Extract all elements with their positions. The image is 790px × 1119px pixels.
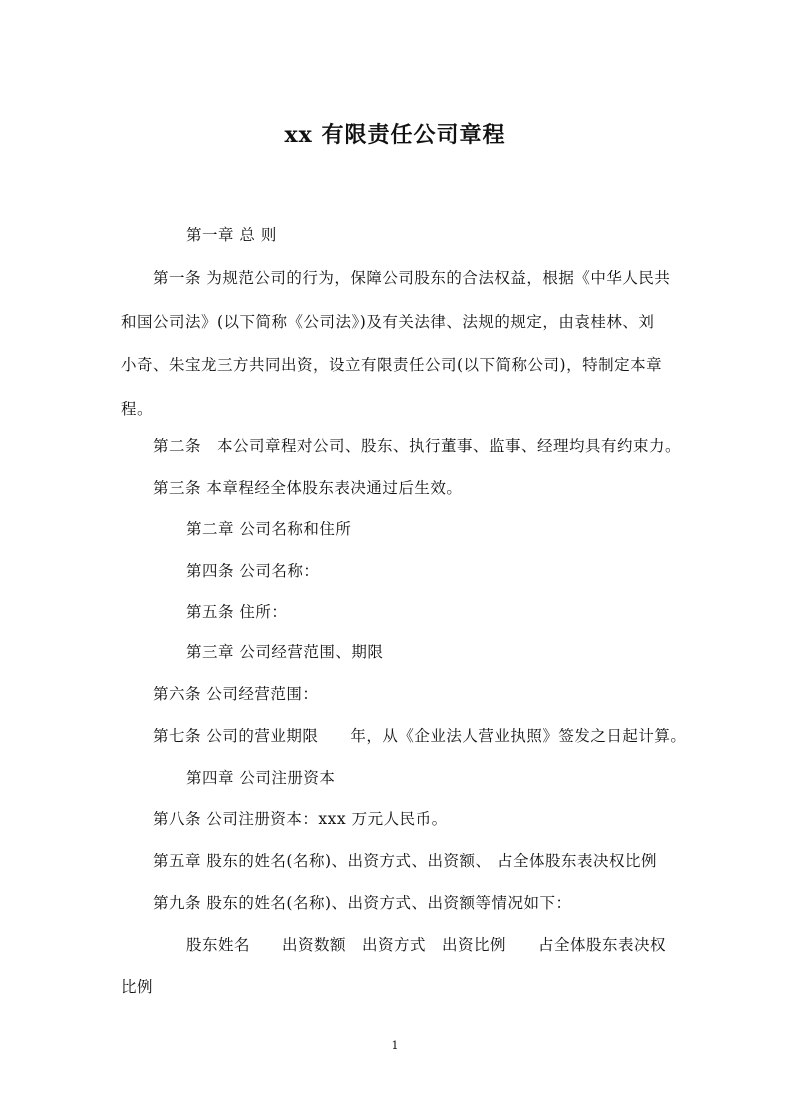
article-8: 第八条 公司注册资本：xxx 万元人民币。	[153, 810, 448, 828]
article-1-line-2: 和国公司法》(以下简称《公司法》)及有关法律、法规的规定，由袁桂林、刘	[121, 313, 655, 331]
shareholder-table-header-cont: 比例	[121, 978, 154, 996]
article-1-line-4: 程。	[121, 400, 154, 418]
article-6: 第六条 公司经营范围：	[153, 685, 319, 703]
chapter-5-heading: 第五章 股东的姓名(名称)、出资方式、出资额、 占全体股东表决权比例	[153, 852, 657, 870]
chapter-1-heading: 第一章 总 则	[186, 226, 277, 244]
article-9: 第九条 股东的姓名(名称)、出资方式、出资额等情况如下：	[153, 894, 572, 912]
article-7: 第七条 公司的营业期限 年，从《企业法人营业执照》签发之日起计算。	[153, 727, 687, 745]
chapter-2-heading: 第二章 公司名称和住所	[186, 520, 352, 538]
article-3: 第三条 本章程经全体股东表决通过后生效。	[153, 479, 463, 497]
article-5: 第五条 住所：	[186, 603, 288, 621]
article-1-line-1: 第一条 为规范公司的行为，保障公司股东的合法权益，根据《中华人民共	[153, 269, 671, 287]
article-4: 第四条 公司名称：	[186, 562, 320, 580]
chapter-3-heading: 第三章 公司经营范围、期限	[186, 643, 384, 661]
shareholder-table-header: 股东姓名 出资数额 出资方式 出资比例 占全体股东表决权	[186, 936, 667, 954]
article-2: 第二条 本公司章程对公司、股东、执行董事、监事、经理均具有约束力。	[153, 437, 682, 455]
article-1-line-3: 小奇、朱宝龙三方共同出资，设立有限责任公司(以下简称公司)，特制定本章	[121, 356, 663, 374]
document-title: xx 有限责任公司章程	[284, 122, 506, 148]
page-number: 1	[391, 1039, 399, 1052]
chapter-4-heading: 第四章 公司注册资本	[186, 769, 336, 787]
